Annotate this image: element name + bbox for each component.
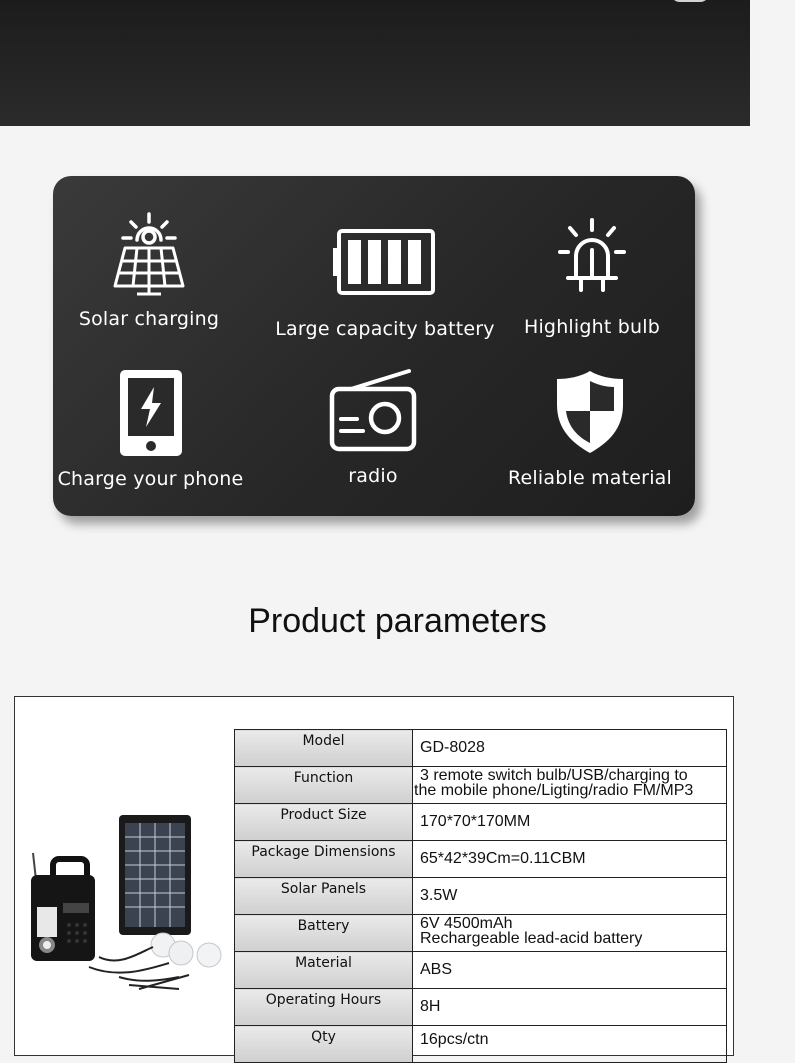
table-row: [235, 915, 727, 952]
table-row: [235, 1026, 727, 1063]
feature-solar-charging: [80, 212, 218, 330]
spec-value: 16pcs/ctn: [413, 1026, 727, 1063]
spec-value: ABS: [413, 952, 727, 989]
bulb-icon: [556, 218, 628, 298]
spec-key: Material: [235, 952, 413, 989]
radio-icon: [329, 369, 417, 453]
product-image: [29, 807, 234, 997]
spec-value: [413, 915, 727, 952]
spec-value: 65*42*39Cm=0.11CBM: [413, 841, 727, 878]
spec-value: GD-8028: [413, 730, 727, 767]
spec-key: Solar Panels: [235, 878, 413, 915]
table-row: [235, 841, 727, 878]
table-row: [235, 730, 727, 767]
spec-key: Operating Hours: [235, 989, 413, 1026]
table-row: [235, 878, 727, 915]
feature-label: Charge your phone: [57, 468, 244, 490]
spec-key: Product Size: [235, 804, 413, 841]
feature-radio: [323, 369, 423, 487]
battery-icon: [333, 226, 437, 298]
spec-key: Package Dimensions: [235, 841, 413, 878]
spec-key: Battery: [235, 915, 413, 952]
feature-reliable-material: [506, 369, 674, 489]
feature-label: Large capacity battery: [275, 318, 495, 340]
spec-key: Qty: [235, 1026, 413, 1063]
spec-value-line: Rechargeable lead-acid battery: [420, 930, 643, 947]
feature-label: Reliable material: [507, 467, 672, 489]
spec-value: 8H: [413, 989, 727, 1026]
spec-value-line: 3 remote switch bulb/USB/charging to: [420, 767, 688, 784]
features-card: [53, 176, 695, 516]
spec-value-line: the mobile phone/Ligting/radio FM/MP3: [414, 782, 694, 799]
feature-large-capacity-battery: [272, 226, 498, 340]
feature-highlight-bulb: [523, 218, 661, 338]
table-row: [235, 989, 727, 1026]
feature-charge-your-phone: [57, 367, 244, 490]
spec-table: [234, 729, 727, 1063]
header-banner: [0, 0, 750, 126]
spec-value: 3.5W: [413, 878, 727, 915]
spec-value-line: 6V 4500mAh: [420, 915, 513, 932]
parameters-panel: [14, 696, 734, 1056]
shield-icon: [554, 369, 626, 455]
section-title: Product parameters: [248, 602, 547, 640]
feature-label: radio: [348, 465, 398, 487]
banner-product-edge: [670, 0, 710, 2]
spec-value: 170*70*170MM: [413, 804, 727, 841]
spec-key: Function: [235, 767, 413, 804]
table-row: [235, 767, 727, 804]
spec-value: [413, 767, 727, 804]
table-row: [235, 952, 727, 989]
phone-charge-icon: [117, 367, 185, 459]
feature-label: Highlight bulb: [523, 316, 661, 338]
table-row: [235, 804, 727, 841]
spec-key: Model: [235, 730, 413, 767]
feature-label: Solar charging: [78, 308, 220, 330]
solar-panel-icon: [111, 212, 187, 298]
